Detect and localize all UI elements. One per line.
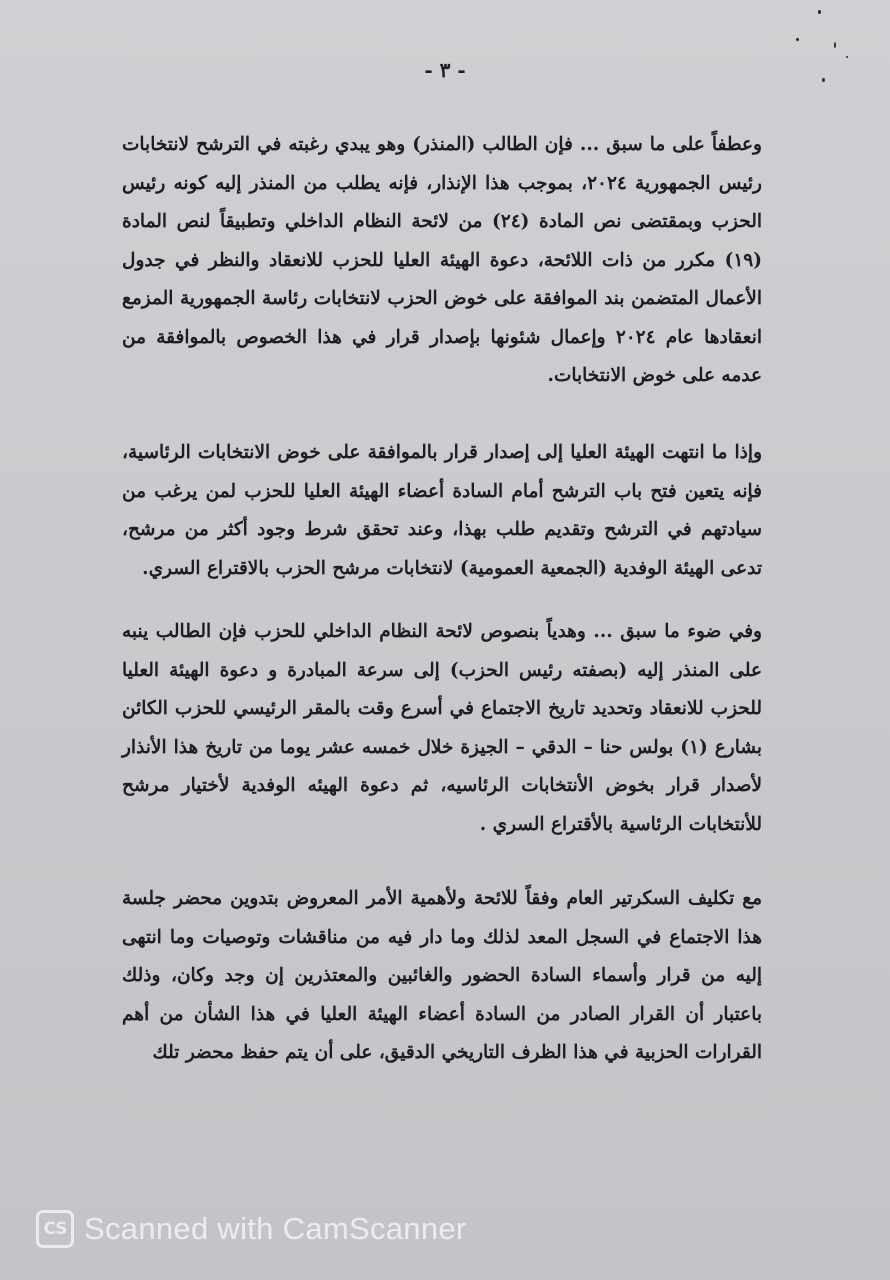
- page-number: - ٣ -: [424, 58, 466, 82]
- scan-speck: [818, 10, 821, 14]
- paragraph-1: وعطفاً على ما سبق ... فإن الطالب (المنذر) وهو يبدي رغبته في الترشح لانتخابات رئيس الجمهورية ٢٠٢٤، بموجب هذا الإنذار، فإنه يطلب من المنذر إليه كونه رئيس الحزب وبمقتضى نص المادة (٢٤) من لائحة النظام الداخلي وتطبيقاً لنص المادة (١٩) مكرر من ذات اللائحة، دعوة الهيئة العليا للحزب للانعقاد والنظر في جدول الأعمال المتضمن بند الموافقة على خوض الحزب لانتخابات رئاسة الجمهورية المزمع انعقادها عام ٢٠٢٤ وإعمال شئونها بإصدار قرار في هذا الخصوص بالموافقة من عدمه على خوض الانتخابات.: [122, 134, 762, 386]
- paragraph-2: وإذا ما انتهت الهيئة العليا إلى إصدار قرار بالموافقة على خوض الانتخابات الرئاسية، فإنه يتعين فتح باب الترشح أمام السادة أعضاء الهيئة العليا للحزب لمن يرغب من سيادتهم في الترشح وتقديم طلب بهذا، وعند تحقق شرط وجود أكثر من مرشح، تدعى الهيئة الوفدية (الجمعية العمومية) لانتخابات مرشح الحزب بالاقتراع السري.: [122, 442, 762, 579]
- camscanner-watermark: [36, 1208, 467, 1250]
- camscanner-logo-icon: CS: [36, 1210, 74, 1248]
- watermark-text: Scanned with CamScanner: [84, 1211, 467, 1246]
- scan-speck: [796, 38, 799, 41]
- paragraph-4: مع تكليف السكرتير العام وفقاً للائحة ولأهمية الأمر المعروض بتدوين محضر جلسة هذا الاجتماع في السجل المعد لذلك وما دار فيه من مناقشات وتوصيات وما انتهى إليه من قرار وأسماء السادة الحضور والغائبين والمعتذرين إن وجد وكان، وذلك باعتبار أن القرار الصادر من السادة أعضاء الهيئة العليا في هذا الشأن من أهم القرارات الحزبية في هذا الظرف التاريخي الدقيق، على أن يتم حفظ محضر تلك: [122, 888, 762, 1063]
- paragraph-3: وفي ضوء ما سبق ... وهدياً بنصوص لائحة النظام الداخلي للحزب فإن الطالب ينبه على المنذر إليه (بصفته رئيس الحزب) إلى سرعة المبادرة و دعوة الهيئة العليا للحزب للانعقاد وتحديد تاريخ الاجتماع في أسرع وقت بالمقر الرئيسي للحزب الكائن بشارع (١) بولس حنا – الدقي – الجيزة خلال خمسه عشر يوما من تاريخ هذا الأنذار لأصدار قرار بخوض الأنتخابات الرئاسيه، ثم دعوة الهيئه الوفدية لأختيار مرشح للأنتخابات الرئاسية بالأقتراع السري .: [122, 621, 762, 835]
- scan-speck: [834, 42, 836, 48]
